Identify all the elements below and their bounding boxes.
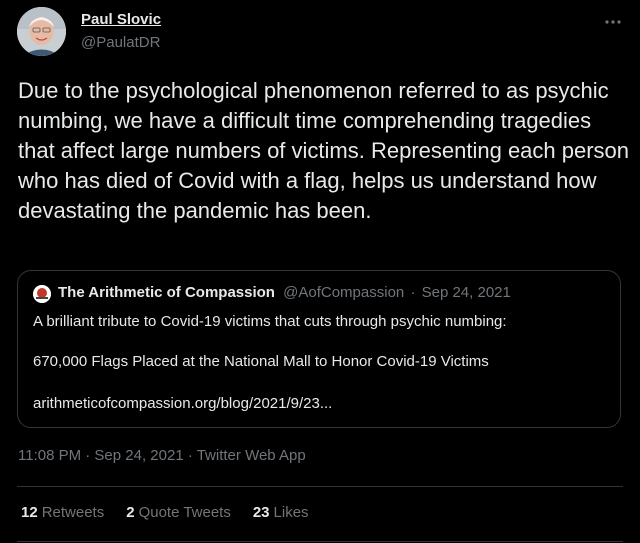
engagement-stats <box>21 504 309 521</box>
quoted-text-line-2: 670,000 Flags Placed at the National Mall to Honor Covid-19 Victims <box>33 353 489 370</box>
likes-label: Likes <box>273 504 309 521</box>
author-name[interactable]: Paul Slovic <box>81 11 162 28</box>
retweets-count: 12 <box>21 504 38 521</box>
quotes-count: 2 <box>126 504 135 521</box>
quoted-logo-icon <box>33 285 51 303</box>
retweets-label: Retweets <box>41 504 105 521</box>
quoted-text-line-1: A brilliant tribute to Covid-19 victims that cuts through psychic numbing: <box>33 313 507 330</box>
likes-stat[interactable] <box>253 504 309 521</box>
likes-count: 23 <box>252 504 270 521</box>
quoted-header <box>58 284 511 301</box>
quoted-author-name: The Arithmetic of Compassion <box>58 284 275 301</box>
author-avatar[interactable] <box>17 7 66 56</box>
divider-top <box>17 486 623 487</box>
quoted-link[interactable]: arithmeticofcompassion.org/blog/2021/9/23... <box>33 395 333 412</box>
author-handle[interactable]: @PaulatDR <box>81 34 161 51</box>
quote-tweets-stat[interactable] <box>126 504 231 521</box>
quotes-label: Quote Tweets <box>138 504 231 521</box>
tweet-timestamp[interactable]: 11:08 PM · Sep 24, 2021 · Twitter Web App <box>18 447 306 464</box>
more-options-icon[interactable] <box>603 12 623 32</box>
quoted-date: Sep 24, 2021 <box>421 284 511 301</box>
divider-bottom <box>17 541 623 542</box>
quoted-author-handle: @AofCompassion <box>283 284 405 301</box>
retweets-stat[interactable] <box>21 504 104 521</box>
quoted-separator: · <box>410 284 416 301</box>
tweet-text: Due to the psychological phenomenon referred to as psychic numbing, we have a difficult time comprehending tragedies that affect large numbers of victims. Representing each person who has died of Covid with a flag, helps us understand how devastating the pandemic has been. <box>18 78 630 223</box>
quoted-tweet-card[interactable] <box>17 270 621 428</box>
